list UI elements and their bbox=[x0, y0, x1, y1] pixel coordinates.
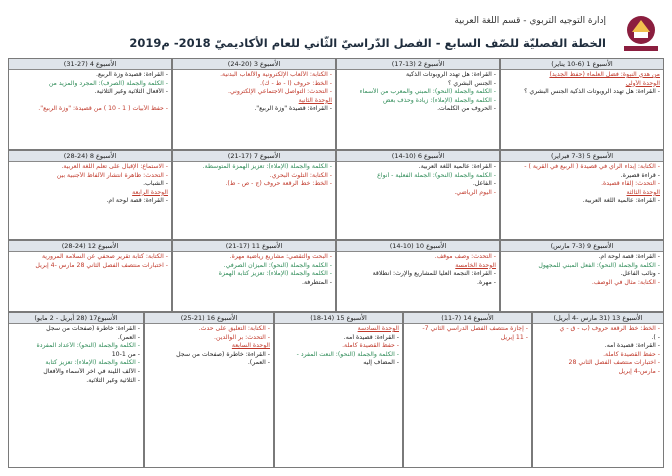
week-line: الوحدة السادسة bbox=[357, 325, 399, 332]
week-header: الأسبوع 2 (13-17) bbox=[337, 59, 499, 70]
week-line: - التحدث: بر الوالدين. bbox=[214, 333, 270, 341]
week-line: - الكلمة والجملة (النحو): النعت المفرد - bbox=[296, 350, 399, 358]
week-cell bbox=[336, 58, 500, 150]
week-content bbox=[501, 252, 663, 287]
week-content bbox=[9, 70, 171, 114]
week-line: - المتطرفة. bbox=[302, 278, 332, 286]
week-line: الوحدة السابعة bbox=[231, 342, 270, 350]
week-line: - الشباب. bbox=[143, 180, 168, 188]
week-line: - الكتابة: إبداء الرأي في قصيدة ( الربيع في القرية ) - bbox=[524, 163, 660, 170]
week-line: - الخط: حروف (أ - ط - ك). bbox=[260, 79, 332, 87]
week-line: - قراءة قصيرة. bbox=[620, 171, 660, 179]
week-line: - الكتابة: الألعاب الإلكترونية والألعاب البدنية. bbox=[220, 71, 332, 78]
week-line: - مهرة. bbox=[477, 278, 496, 286]
week-line: - الكلمة والجملة (النحو): الميزان الصرفي. bbox=[223, 261, 332, 269]
week-line: - الحروف من الكلمات. bbox=[437, 105, 496, 113]
week-line: الوحدة الثانية bbox=[298, 96, 332, 104]
week-line: - الأفعال الثلاثية وغير الثلاثية. bbox=[94, 88, 168, 96]
week-header: الأسبوع 5 (3-7 فبراير) bbox=[501, 151, 663, 162]
week-content bbox=[145, 324, 273, 368]
week-line: - الاستماع: الإقبال على تعلم اللغة العربية. bbox=[61, 163, 168, 170]
week-line: - الكتابة: مثال في الوصف. bbox=[591, 278, 660, 286]
week-line: - القراءة: قصة لوحة آم. bbox=[598, 253, 660, 260]
week-line: الوحدة الرابعة bbox=[132, 188, 168, 196]
week-content bbox=[173, 162, 335, 189]
week-line: الوحدة الأولى bbox=[625, 79, 660, 87]
weeks-grid bbox=[8, 58, 664, 468]
week-line: - 11 إبريل bbox=[500, 333, 528, 341]
week-cell bbox=[336, 240, 500, 312]
week-line: - القراءة: هل تهدد الروبوتات الذكية bbox=[405, 71, 496, 78]
week-line bbox=[503, 97, 660, 106]
week-header: الأسبوع 3 (20-24) bbox=[173, 59, 335, 70]
week-header: الأسبوع17 (28 أبريل - 2 مايو) bbox=[9, 313, 143, 324]
week-line: - القراءة: خاطرة (صفحات من سجل bbox=[176, 350, 270, 358]
plan-title: الخطة الفصليّة للصّف السابع - الفصل الدّراسيّ الثّاني للعام الأكاديميّ 2018- م2019 bbox=[129, 36, 606, 50]
week-cell bbox=[500, 240, 664, 312]
week-line: - القراءة: قصيدة "وزة الربيع". bbox=[254, 105, 332, 113]
week-header: الأسبوع 6 (10-14) bbox=[337, 151, 499, 162]
week-cell bbox=[274, 312, 403, 468]
week-line: - القراءة: قصة لوحة آم. bbox=[106, 197, 168, 205]
week-header: الأسبوع 1 (6-10 يناير) bbox=[501, 59, 663, 70]
week-header: الأسبوع 12 (24-28) bbox=[9, 241, 171, 252]
week-line: - القراءة: عالمية اللغة العربية. bbox=[582, 197, 660, 205]
week-line: - مارس-4 إبريل bbox=[618, 367, 660, 375]
week-content bbox=[337, 252, 499, 287]
week-line: - الألف اللينة في آخر الأسماء والأفعال bbox=[43, 367, 140, 375]
week-line: - الكلمة والجملة (النحو): الفعل المبني للمجهول bbox=[538, 261, 660, 269]
week-line: - الكلمة والجملة (النحو): الجملة الفعلية - أنواع bbox=[377, 171, 496, 179]
department-line: إدارة التوجيه التربوي - قسم اللغة العربية bbox=[454, 16, 606, 26]
week-cell bbox=[172, 58, 336, 150]
week-content bbox=[173, 252, 335, 287]
week-header: الأسبوع 9 (3-7 مارس) bbox=[501, 241, 663, 252]
week-line: - الكلمة والجملة (النحو): المبني والمعرب من الأسماء bbox=[359, 88, 496, 96]
week-line: - الخط: خط الرقعة حروف (ب - ق - ي bbox=[559, 325, 660, 332]
week-line bbox=[11, 97, 168, 106]
week-content bbox=[501, 162, 663, 206]
week-content bbox=[337, 70, 499, 114]
week-cell bbox=[500, 58, 664, 150]
week-line: - العمر). bbox=[117, 333, 140, 341]
week-header: الأسبوع 14 (7-11) bbox=[404, 313, 531, 324]
week-cell bbox=[144, 312, 274, 468]
week-header: الأسبوع 8 (24-28) bbox=[9, 151, 171, 162]
week-line: - الكلمة والجملة (الإملاء): تعزيز كتابة bbox=[45, 359, 140, 367]
week-line: من هدي النبوة: فضل العلماء (حفظ الجديد) bbox=[549, 71, 660, 78]
week-line: - التحدث: ظاهرة انتشار الألفاظ الأجنبية بين bbox=[56, 171, 168, 179]
week-line: - ونائب الفاعل. bbox=[620, 270, 660, 278]
week-content bbox=[173, 70, 335, 114]
week-line: - حفظ الأبيات ( 1 - 10 ) من قصيدة: "وزة الربيع". bbox=[38, 105, 168, 113]
week-content bbox=[533, 324, 663, 377]
week-line: - القراءة: قصيدة أمه. bbox=[604, 342, 660, 350]
week-cell bbox=[172, 240, 336, 312]
week-header: الأسبوع 15 (14-18) bbox=[275, 313, 402, 324]
week-line: - الكلمة والجملة (الإملاء): تعزيز الهمزة المتوسطة. bbox=[202, 163, 332, 170]
week-cell bbox=[172, 150, 336, 240]
header bbox=[8, 6, 664, 62]
week-header: الأسبوع 16 (21-25) bbox=[145, 313, 273, 324]
week-line: - التحدث: وصف موقف. bbox=[434, 253, 496, 260]
week-line: - البحث والتقصي: مشاريع رياضية مهرة. bbox=[229, 253, 332, 260]
week-line: - الكلمة والجملة (الإملاء): تعزيز كتابة الهمزة bbox=[218, 270, 332, 278]
ministry-logo-icon bbox=[618, 10, 664, 54]
week-line: - الكلمة والجملة (الصرف): المجرد والمزيد من bbox=[48, 79, 168, 87]
week-line: - العمر). bbox=[247, 359, 270, 367]
week-line: - الفاعل. bbox=[472, 180, 496, 188]
week-line: - التحدث: التواصل الاجتماعي الإلكتروني. bbox=[228, 88, 332, 96]
week-line: الوحدة الثالثة bbox=[626, 188, 660, 196]
week-line: - اليوم الرياضي. bbox=[454, 188, 496, 196]
week-content bbox=[9, 252, 171, 270]
week-line: - الثلاثية وغير الثلاثية. bbox=[86, 376, 140, 384]
week-cell bbox=[336, 150, 500, 240]
week-line: - الكتابة: التعليق على حدث. bbox=[198, 325, 270, 332]
week-line: - التحدث: إلقاء قصيدة. bbox=[601, 180, 660, 188]
week-line: - الكتابة: التلوث البحري. bbox=[269, 171, 332, 179]
week-cell bbox=[403, 312, 532, 468]
week-line: - اختبارات منتصف الفصل الثاني 28 bbox=[568, 359, 660, 367]
week-line: - اختبارات منتصف الفصل الثاني 28 مارس -4 إبريل bbox=[35, 261, 168, 269]
week-line: - الكلمة والجملة (الإملاء): زيادة وحذف بعض bbox=[383, 96, 496, 104]
week-cell bbox=[500, 150, 664, 240]
week-line: - حفظ القصيدة كاملة. bbox=[342, 342, 399, 350]
week-content bbox=[275, 324, 402, 368]
week-line: - القراءة: هل تهدد الروبوتات الذكية الجنس البشري ؟ bbox=[524, 88, 660, 96]
week-line: - القراءة: قصيدة أمه. bbox=[343, 333, 399, 341]
week-line: - الجنس البشري ؟ bbox=[447, 79, 496, 87]
week-line: - القراءة: النجمة العليا للمشاريع والإرث: انطلاقة bbox=[372, 270, 496, 278]
week-line: - القراءة: عالمية اللغة العربية. bbox=[418, 163, 496, 170]
week-line: الوحدة الخامسة bbox=[455, 261, 496, 269]
week-cell bbox=[532, 312, 664, 468]
week-line: - ). bbox=[651, 333, 660, 341]
week-line: - الخط: خط الرقعة حروف (ج - ص - ط). bbox=[225, 180, 332, 188]
week-line: - الكتابة: كتابة تقرير صحفي عن السلامة المرورية bbox=[41, 253, 168, 260]
week-header: الأسبوع 11 (17-21) bbox=[173, 241, 335, 252]
week-cell bbox=[8, 150, 172, 240]
week-cell bbox=[8, 240, 172, 312]
week-line: - الكلمة والجملة (النحو): الأعداد المفردة bbox=[36, 342, 140, 350]
week-content bbox=[404, 324, 531, 342]
week-header: الأسبوع 4 (27-31) bbox=[9, 59, 171, 70]
week-content bbox=[9, 324, 143, 385]
week-line: - القراءة: قصيدة وزة الربيع. bbox=[96, 71, 168, 78]
week-header: الأسبوع 7 (17-21) bbox=[173, 151, 335, 162]
week-content bbox=[9, 162, 171, 206]
week-header: الأسبوع 13 (31 مارس -4 أبريل) bbox=[533, 313, 663, 324]
week-line: - إجازة منتصف الفصل الدراسي الثاني 7- bbox=[422, 325, 528, 332]
week-content bbox=[337, 162, 499, 197]
week-line: - من 1-10 bbox=[111, 350, 140, 358]
week-line: - المضاف إليه bbox=[363, 359, 399, 367]
week-cell bbox=[8, 312, 144, 468]
week-line: - القراءة: خاطرة (صفحات من سجل bbox=[46, 325, 140, 332]
week-cell bbox=[8, 58, 172, 150]
week-header: الأسبوع 10 (10-14) bbox=[337, 241, 499, 252]
week-line: - حفظ القصيدة كاملة. bbox=[603, 350, 660, 358]
week-content bbox=[501, 70, 663, 105]
